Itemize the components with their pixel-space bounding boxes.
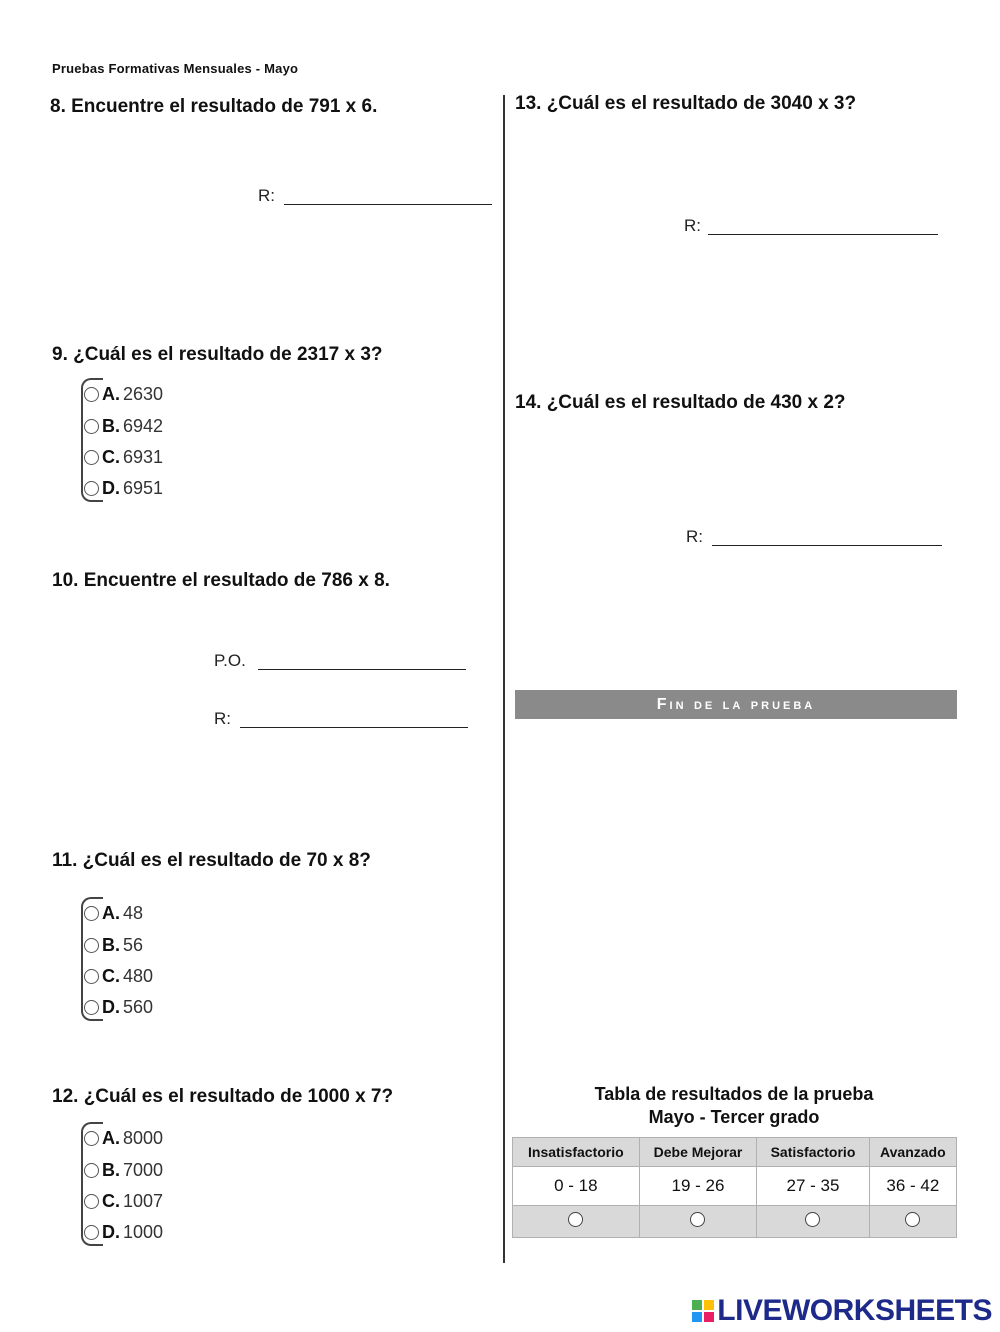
q9-option-b[interactable]: B. 6942: [84, 411, 163, 441]
brand-watermark: [692, 1294, 992, 1328]
radio-icon[interactable]: [84, 1225, 99, 1240]
q11-option-b[interactable]: B. 56: [84, 930, 143, 960]
q9-options: [81, 378, 164, 502]
brand-name: LIVEWORKSHEETS: [717, 1294, 992, 1327]
radio-icon[interactable]: [905, 1212, 920, 1227]
results-range: 27 - 35: [757, 1167, 869, 1206]
results-table-radio-row: [513, 1206, 957, 1238]
q14-answer-line[interactable]: [712, 545, 942, 546]
results-header: Insatisfactorio: [513, 1138, 640, 1167]
q11-option-d[interactable]: D. 560: [84, 992, 153, 1022]
q10-po-line[interactable]: [258, 669, 466, 670]
q10-po-label: P.O.: [214, 651, 246, 670]
results-table: [512, 1137, 957, 1238]
radio-icon[interactable]: [84, 969, 99, 984]
q12-option-d[interactable]: D. 1000: [84, 1217, 163, 1247]
q11-option-a[interactable]: A. 48: [84, 898, 143, 928]
q8-answer-label: R:: [258, 186, 275, 205]
radio-icon[interactable]: [84, 387, 99, 402]
results-radio-cell: [639, 1206, 757, 1238]
radio-icon[interactable]: [84, 938, 99, 953]
radio-icon[interactable]: [805, 1212, 820, 1227]
q10-answer-line[interactable]: [240, 727, 468, 728]
question-12: 12. ¿Cuál es el resultado de 1000 x 7?: [52, 1086, 394, 1107]
results-radio-cell: [513, 1206, 640, 1238]
results-table-title: Tabla de resultados de la prueba: [594, 1084, 874, 1104]
question-13: 13. ¿Cuál es el resultado de 3040 x 3?: [515, 93, 857, 114]
radio-icon[interactable]: [84, 481, 99, 496]
q9-option-a[interactable]: A. 2630: [84, 379, 163, 409]
q11-option-c[interactable]: C. 480: [84, 961, 153, 991]
q11-options: [81, 897, 154, 1021]
q12-option-c[interactable]: C. 1007: [84, 1186, 163, 1216]
question-10: 10. Encuentre el resultado de 786 x 8.: [52, 570, 390, 591]
results-range: 0 - 18: [513, 1167, 640, 1206]
results-header: Debe Mejorar: [639, 1138, 757, 1167]
results-range: 19 - 26: [639, 1167, 757, 1206]
radio-icon[interactable]: [690, 1212, 705, 1227]
q9-option-d[interactable]: D. 6951: [84, 473, 163, 503]
q13-answer-line[interactable]: [708, 234, 938, 235]
results-table-subtitle: Mayo - Tercer grado: [648, 1107, 820, 1127]
q12-option-b[interactable]: B. 7000: [84, 1155, 163, 1185]
q10-answer-label: R:: [214, 709, 231, 728]
radio-icon[interactable]: [84, 1131, 99, 1146]
radio-icon[interactable]: [84, 906, 99, 921]
end-of-test-banner: Fin de la prueba: [515, 690, 957, 719]
results-header: Avanzado: [869, 1138, 956, 1167]
results-range: 36 - 42: [869, 1167, 956, 1206]
question-14: 14. ¿Cuál es el resultado de 430 x 2?: [515, 392, 846, 413]
radio-icon[interactable]: [84, 1000, 99, 1015]
radio-icon[interactable]: [84, 1194, 99, 1209]
q14-answer-label: R:: [686, 527, 703, 546]
results-header: Satisfactorio: [757, 1138, 869, 1167]
q12-option-a[interactable]: A. 8000: [84, 1123, 163, 1153]
q13-answer-label: R:: [684, 216, 701, 235]
radio-icon[interactable]: [84, 419, 99, 434]
results-radio-cell: [869, 1206, 956, 1238]
radio-icon[interactable]: [568, 1212, 583, 1227]
question-9: 9. ¿Cuál es el resultado de 2317 x 3?: [52, 344, 383, 365]
question-11: 11. ¿Cuál es el resultado de 70 x 8?: [52, 850, 371, 871]
liveworksheets-logo-icon: [692, 1300, 714, 1322]
results-table-header-row: [513, 1138, 957, 1167]
q8-answer-line[interactable]: [284, 204, 492, 205]
results-table-range-row: [513, 1167, 957, 1206]
q9-option-c[interactable]: C. 6931: [84, 442, 163, 472]
radio-icon[interactable]: [84, 1163, 99, 1178]
page-header: Pruebas Formativas Mensuales - Mayo: [52, 61, 299, 76]
results-radio-cell: [757, 1206, 869, 1238]
column-divider: [503, 95, 505, 1263]
radio-icon[interactable]: [84, 450, 99, 465]
q12-options: [81, 1122, 164, 1246]
question-8: 8. Encuentre el resultado de 791 x 6.: [50, 96, 378, 117]
